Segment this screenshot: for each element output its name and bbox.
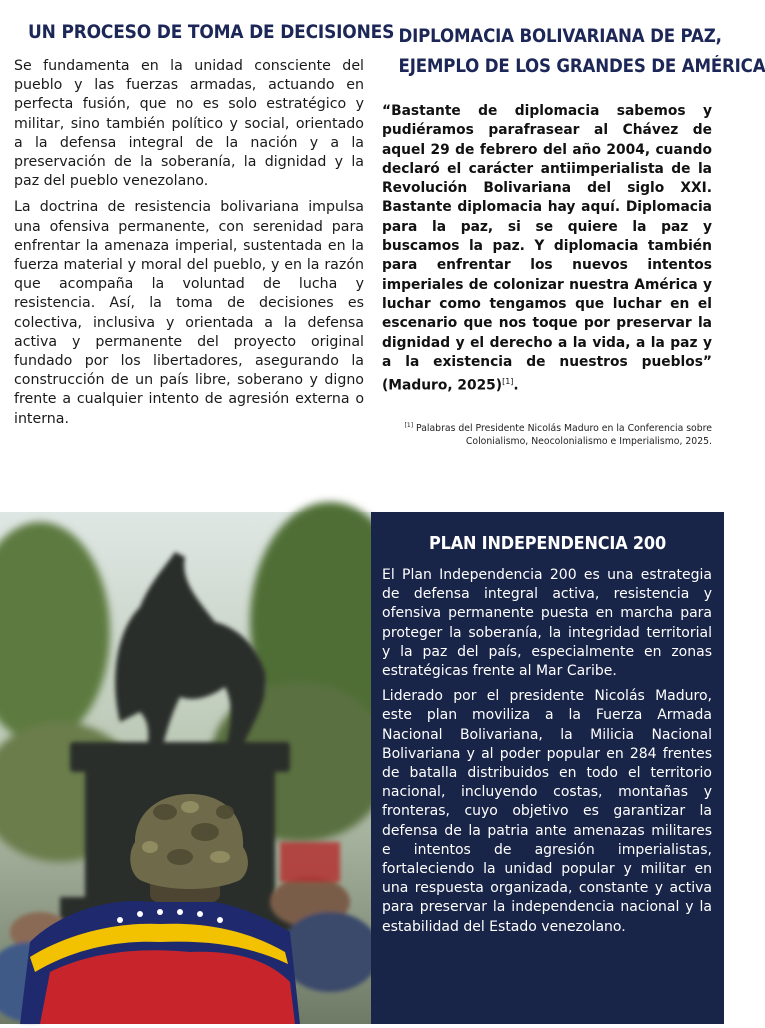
- right-heading-line-1: DIPLOMACIA BOLIVARIANA DE PAZ,: [398, 26, 722, 47]
- photo-illustration: [0, 512, 371, 1024]
- left-heading: UN PROCESO DE TOMA DE DECISIONES: [28, 22, 395, 43]
- quote-text: “Bastante de diplomacia sabemos y pudiéramos parafrasear al Chávez de aquel 29 de febrero del año 2004, cuando declaró el carácter antiimperialista de la Revolución Bolivariana del siglo XXI. Bastante diplomacia hay aquí. Diplomacia para la paz, si se quiere la paz y buscamos la paz. Y diplomacia también para enfrentar los nuevos intentos imperiales de colonizar nuestra América y luchar como tengamos que luchar en el escenario que nos toque por preservar la dignidad y el derecho a la vida, a la paz y a la existencia de nuestros pueblos” (Maduro, 2025): [382, 103, 712, 394]
- right-heading-line-2: EJEMPLO DE LOS GRANDES DE AMÉRICA: [398, 56, 765, 77]
- statue-crowd-photo: [0, 512, 371, 1024]
- left-paragraph-2: La doctrina de resistencia bolivariana impulsa una ofensiva permanente, con serenidad para enfrentar la amenaza imperial, sustentada en la fuerza material y moral del pueblo, y en la razón que acompaña la voluntad de lucha y resistencia. Así, la toma de decisiones es colectiva, inclusiva y orientada a la defensa activa y permanente del proyecto original fundado por los libertadores, asegurando la construcción de un país libre, soberano y digno frente a cualquier intento de agresión externa o interna.: [14, 199, 364, 427]
- maduro-quote: [382, 102, 712, 396]
- footnote-text: Palabras del Presidente Nicolás Maduro en la Conferencia sobre Colonialismo, Neocolonialismo e Imperialismo, 2025.: [416, 423, 712, 447]
- footnote-marker: [1]: [404, 422, 414, 430]
- footnote-reference: [1]: [502, 377, 514, 387]
- left-column: [14, 22, 395, 436]
- footnote: [382, 420, 712, 448]
- plan-heading: PLAN INDEPENDENCIA 200: [429, 534, 666, 554]
- quote-end: .: [513, 377, 519, 394]
- plan-paragraph-1: El Plan Independencia 200 es una estrategia de defensa integral activa, resistencia y ofensiva permanente puesta en marcha para proteger la soberanía, la integridad territorial y la paz del país, especialmente en zonas estratégicas frente al Mar Caribe.: [382, 567, 712, 680]
- right-column: [382, 22, 765, 448]
- plan-paragraph-2: Liderado por el presidente Nicolás Maduro, este plan moviliza a la Fuerza Armada Nacional Bolivariana, la Milicia Nacional Bolivariana y al poder popular en 284 frentes de batalla distribuidos en todo el territorio nacional, incluyendo costas, montañas y fronteras, cuyo objetivo es garantizar la defensa de la patria ante amenazas militares e intentos de agresión imperialistas, fortaleciendo la unidad popular y militar en una respuesta organizada, constante y activa para preservar la independencia nacional y la estabilidad del Estado venezolano.: [382, 688, 712, 935]
- plan-independencia-panel: [371, 512, 724, 1024]
- left-paragraph-1: Se fundamenta en la unidad consciente del pueblo y las fuerzas armadas, actuando en perfecta fusión, que no es solo estratégico y militar, sino también político y social, orientado a la defensa integral de la nación y a la preservación de la soberanía, la dignidad y la paz del pueblo venezolano.: [14, 58, 364, 190]
